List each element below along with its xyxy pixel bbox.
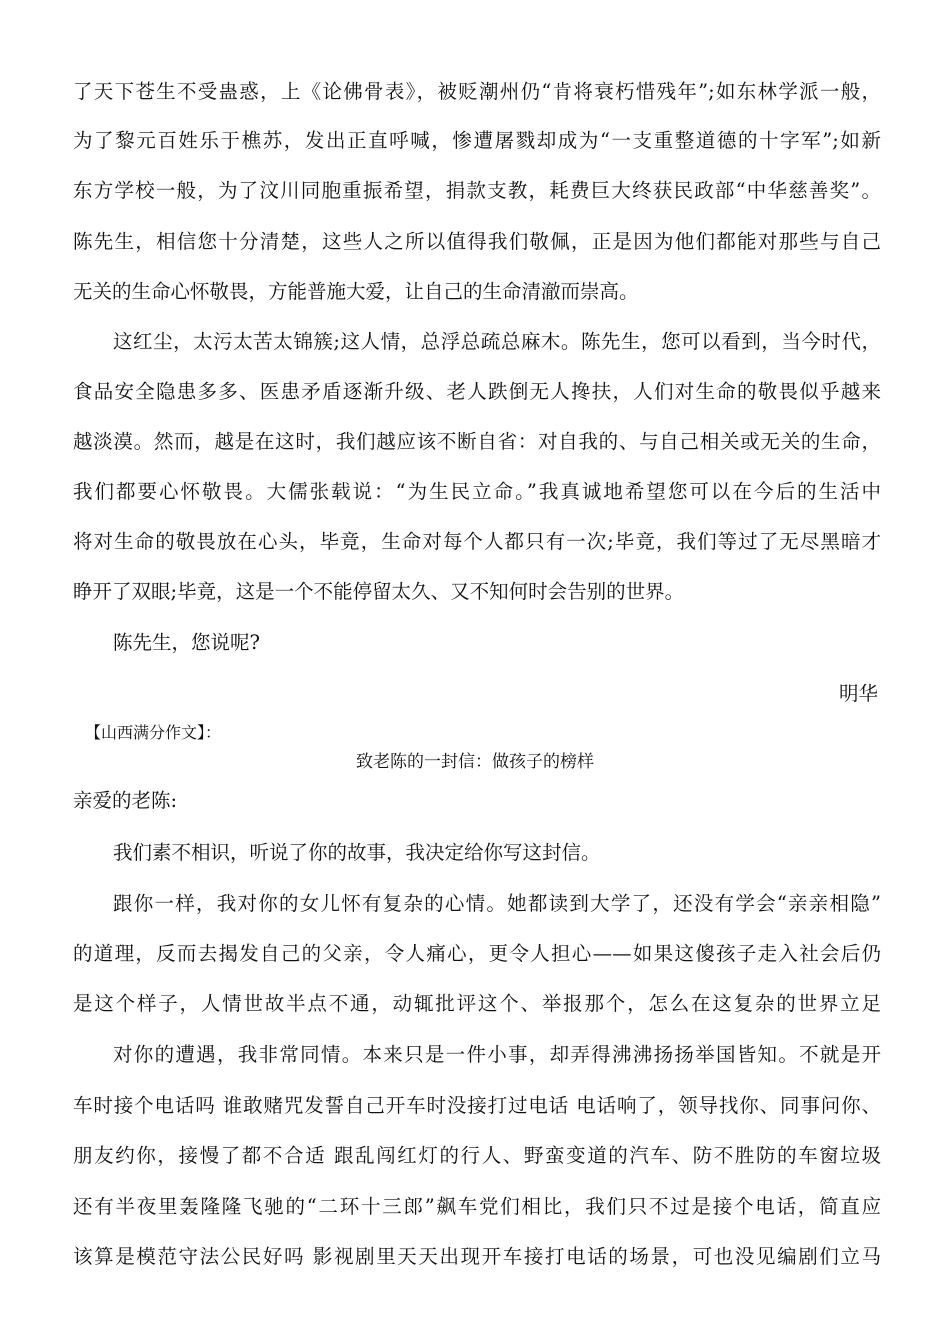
essay2-text-line: 车时接个电话吗 谁敢赌咒发誓自己开车时没接打过电话 电话响了，领导找你、同事问你、 xyxy=(73,1094,881,1117)
essay1-text-line: 将对生命的敬畏放在心头，毕竟，生命对每个人都只有一次;毕竟，我们等过了无尽黑暗才 xyxy=(73,530,881,553)
essay2-text-line: 是这个样子，人情世故半点不通，动辄批评这个、举报那个，怎么在这复杂的世界立足 xyxy=(73,992,881,1015)
essay2-text-line: 还有半夜里轰隆隆飞驰的“二环十三郎”飙车党们相比，我们只不过是接个电话，简直应 xyxy=(73,1195,881,1218)
essay1-text-line: 这红尘，太污太苦太锦簇;这人情，总浮总疏总麻木。陈先生，您可以看到，当今时代， xyxy=(113,330,881,353)
letter-title: 致老陈的一封信：做孩子的榜样 xyxy=(356,752,594,772)
section-tag: 【山西满分作文】： xyxy=(85,723,222,742)
essay2-text-line: 的道理，反而去揭发自己的父亲，令人痛心，更令人担心——如果这傻孩子走入社会后仍 xyxy=(73,942,881,965)
essay1-text-line: 无关的生命心怀敬畏，方能普施大爱，让自己的生命清澈而崇高。 xyxy=(73,280,639,303)
essay1-text-line: 东方学校一般，为了汶川同胞重振希望，捐款支教，耗费巨大终获民政部“中华慈善奖”。 xyxy=(73,179,881,202)
essay1-signature: 明华 xyxy=(838,682,878,705)
essay1-closing: 陈先生，您说呢? xyxy=(113,631,260,654)
essay1-text-line: 陈先生，相信您十分清楚，这些人之所以值得我们敬佩，正是因为他们都能对那些与自己 xyxy=(73,230,881,253)
essay2-text-line: 我们素不相识，听说了你的故事，我决定给你写这封信。 xyxy=(113,841,601,864)
essay1-text-line: 我们都要心怀敬畏。大儒张载说：“为生民立命。”我真诚地希望您可以在今后的生活中 xyxy=(73,480,881,503)
essay1-text-line: 睁开了双眼;毕竟，这是一个不能停留太久、又不知何时会告别的世界。 xyxy=(73,580,685,603)
essay2-text-line: 该算是模范守法公民好吗 影视剧里天天出现开车接打电话的场景，可也没见编剧们立马 xyxy=(73,1245,881,1268)
essay2-text-line: 对你的遭遇，我非常同情。本来只是一件小事，却弄得沸沸扬扬举国皆知。不就是开 xyxy=(113,1043,881,1066)
essay1-text-line: 了天下苍生不受蛊惑，上《论佛骨表》，被贬潮州仍“肯将衰朽惜残年”;如东林学派一般， xyxy=(73,80,881,103)
essay1-text-line: 食品安全隐患多多、医患矛盾逐渐升级、老人跌倒无人搀扶，人们对生命的敬畏似乎越来 xyxy=(73,380,881,403)
letter-greeting: 亲爱的老陈: xyxy=(73,789,178,812)
essay1-text-line: 为了黎元百姓乐于樵苏，发出正直呼喊，惨遭屠戮却成为“一支重整道德的十字军”;如新 xyxy=(73,129,881,152)
essay1-text-line: 越淡漠。然而，越是在这时，我们越应该不断自省：对自我的、与自己相关或无关的生命， xyxy=(73,430,881,453)
essay2-text-line: 跟你一样，我对你的女儿怀有复杂的心情。她都读到大学了，还没有学会“亲亲相隐” xyxy=(113,892,881,915)
essay2-text-line: 朋友约你，接慢了都不合适 跟乱闯红灯的行人、野蛮变道的汽车、防不胜防的车窗垃圾 xyxy=(73,1144,881,1167)
